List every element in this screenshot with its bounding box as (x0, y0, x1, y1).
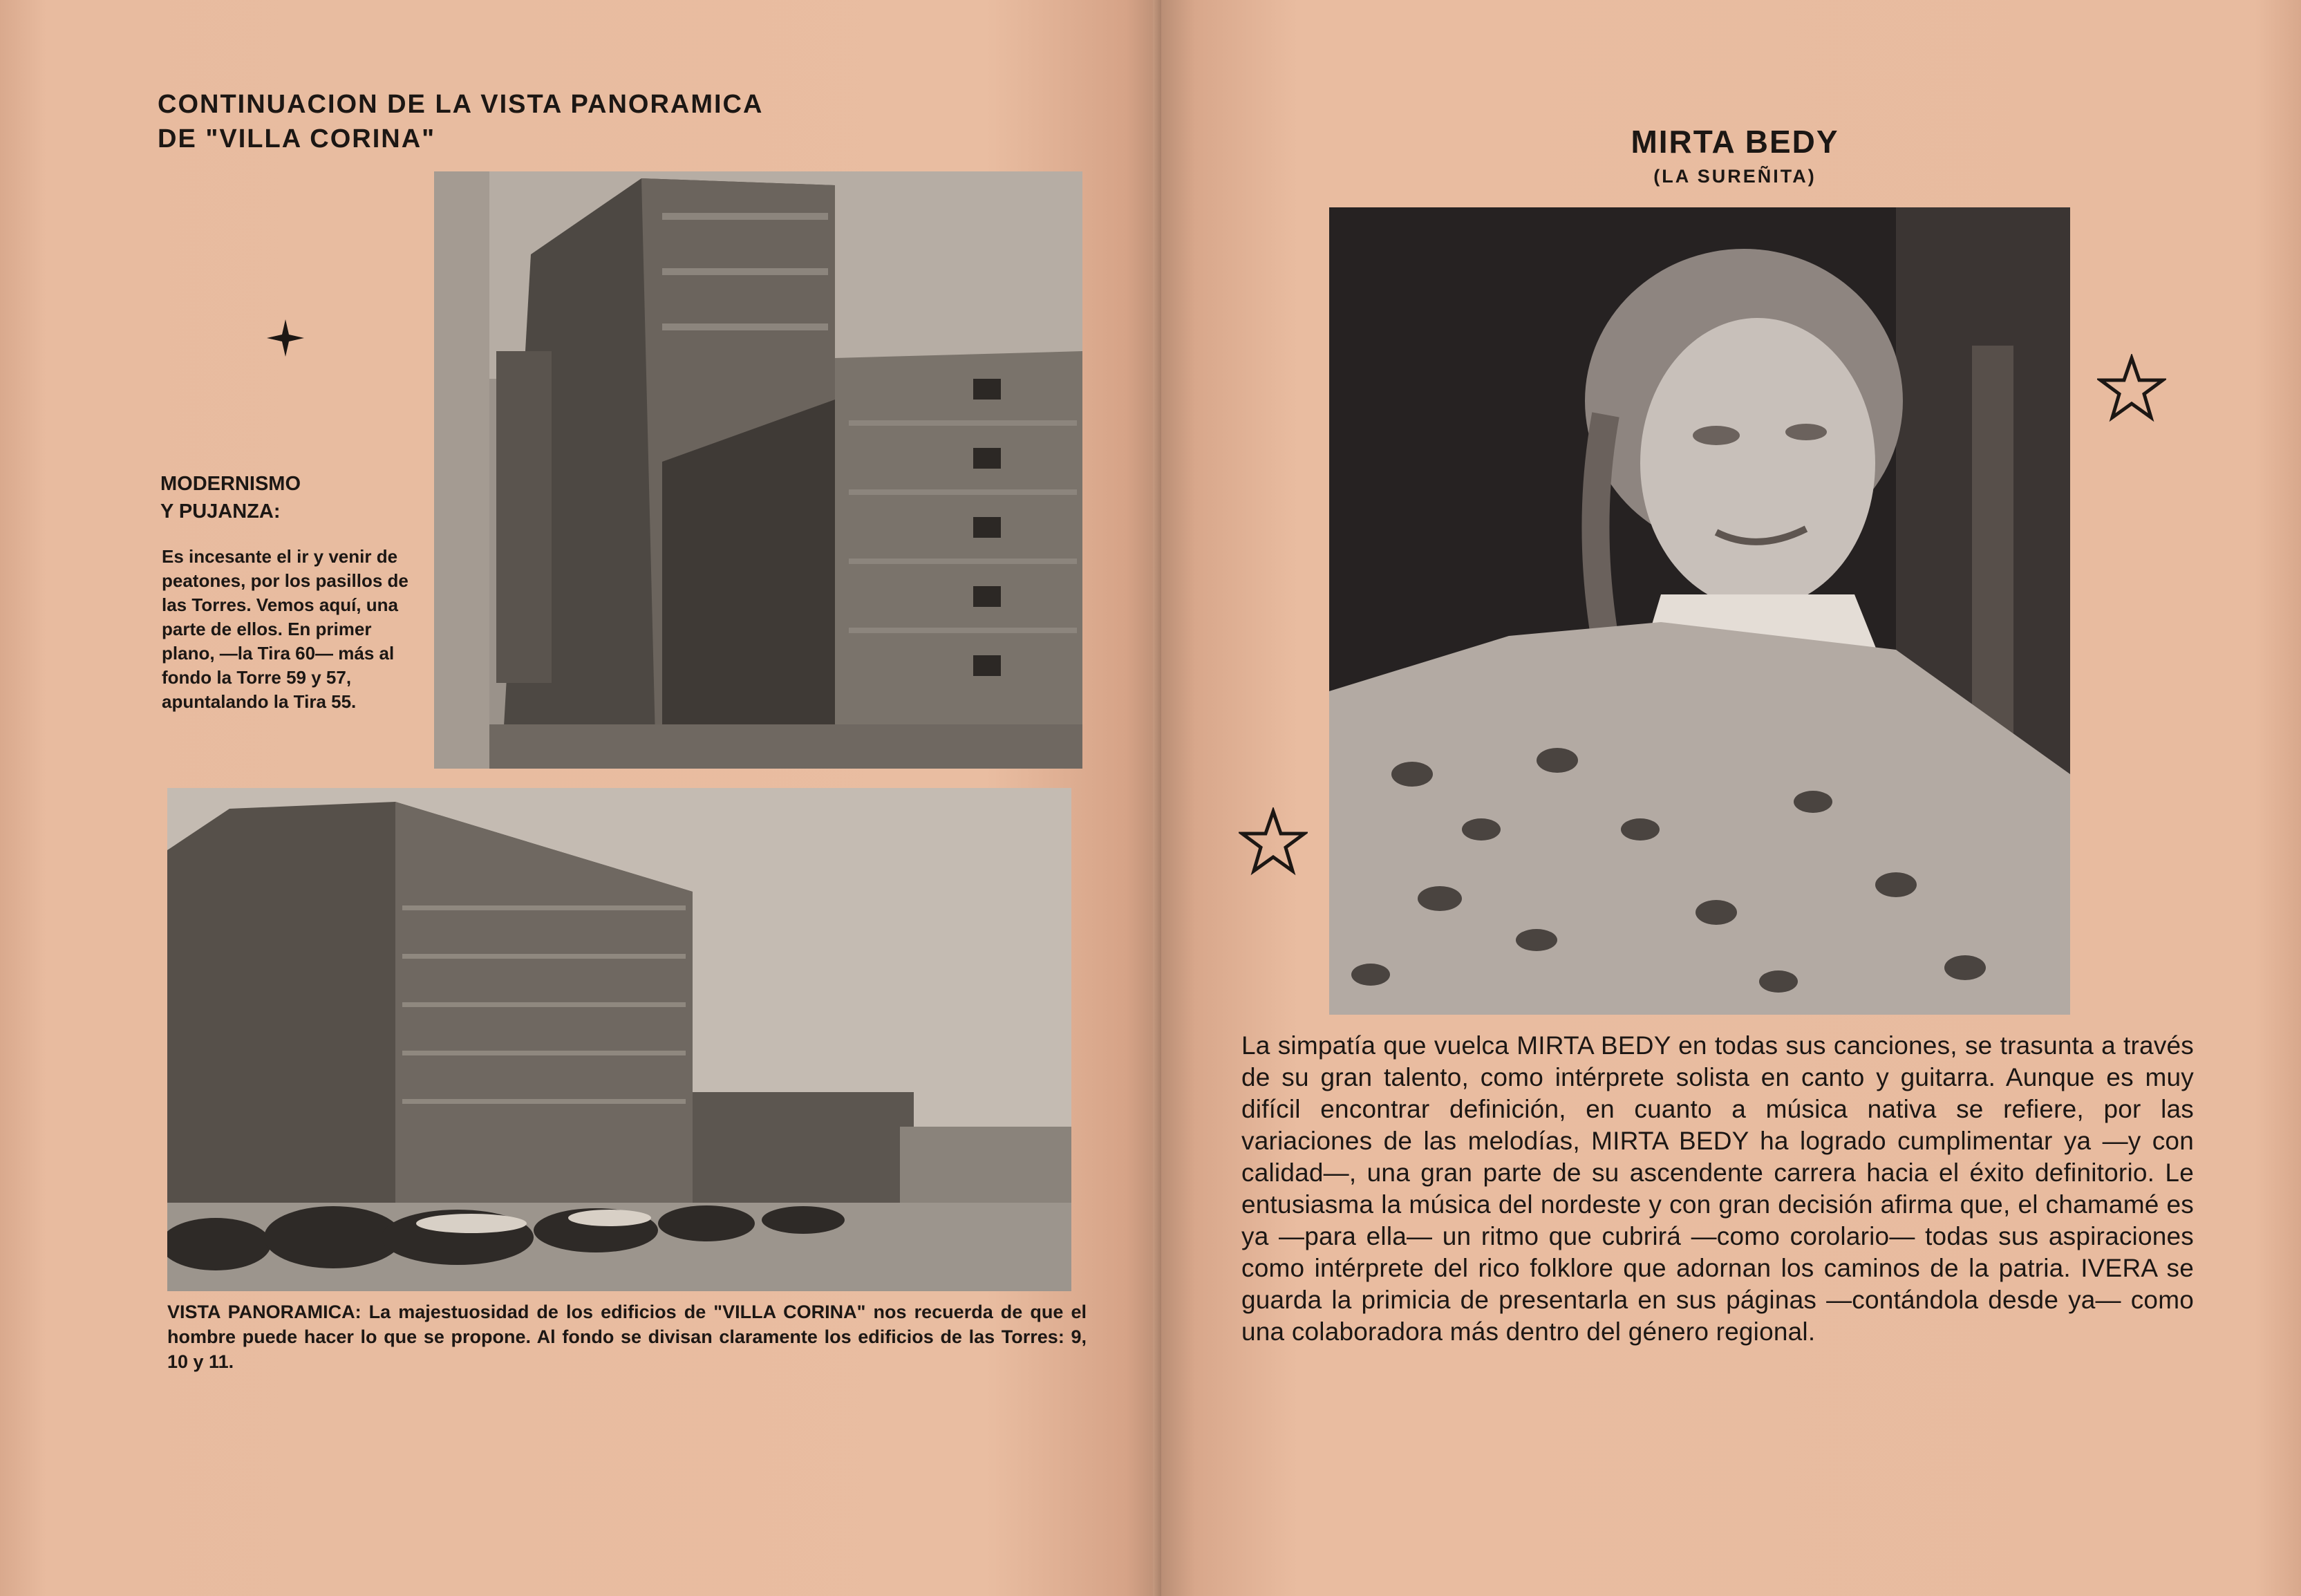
artist-name: MIRTA BEDY (1631, 124, 1839, 160)
portrait-photo (1329, 207, 2070, 1015)
caption-top-text: Es incesante el ir y venir de peatones, por los pasillos de las Torres. Vemos aquí, una parte de ellos. En primer plano, —la Tira 60— más al fondo la Torre 59 y 57, apuntalando la Tira 55. (162, 546, 408, 712)
page-heading (158, 87, 763, 156)
panoramic-photo (167, 788, 1071, 1291)
caption-bottom: VISTA PANORAMICA: La majestuosidad de los edificios de "VILLA CORINA" nos recuerda de que el hombre puede hacer lo que se propone. Al fondo se divisan claramente los edificios de las Torres: 9, 10 y 11. (167, 1302, 1087, 1372)
caption-title-line-1: MODERNISMO (160, 473, 301, 495)
towers-photo (434, 171, 1082, 769)
outline-star-icon (2097, 354, 2166, 423)
heading-line-2: DE "VILLA CORINA" (158, 124, 436, 153)
artist-nickname: (LA SUREÑITA) (1653, 166, 1816, 187)
article-body: La simpatía que vuelca MIRTA BEDY en todas sus canciones, se trasunta a través de su gran talento, como intérprete solista en canto y guitarra. Aunque es muy difícil encontrar definición, en cuanto a música nativa se refiere, por las variaciones de las melodías, MIRTA BEDY ha logrado cumplimentar ya —y con calidad—, una gran parte de su ascendente carrera hacia el éxito definitorio. Le entusiasma la música del nordeste y con gran decisión afirma que, el chamamé es ya —para ella— un ritmo que cubrirá —como corolario— todas sus aspiraciones como intérprete del rico folklore que adornan los caminos de la patria. IVERA se guarda la primicia de presentarla en sus páginas —contándola desde ya— como una colaboradora más dentro del género regional. (1241, 1031, 2194, 1346)
caption-title-line-2: Y PUJANZA: (160, 500, 281, 523)
heading-line-1: CONTINUACION DE LA VISTA PANORAMICA (158, 90, 764, 119)
four-point-star-icon (265, 318, 306, 358)
caption-top-title (160, 470, 301, 525)
outline-star-icon (1239, 807, 1308, 876)
right-page (1161, 0, 2301, 1596)
